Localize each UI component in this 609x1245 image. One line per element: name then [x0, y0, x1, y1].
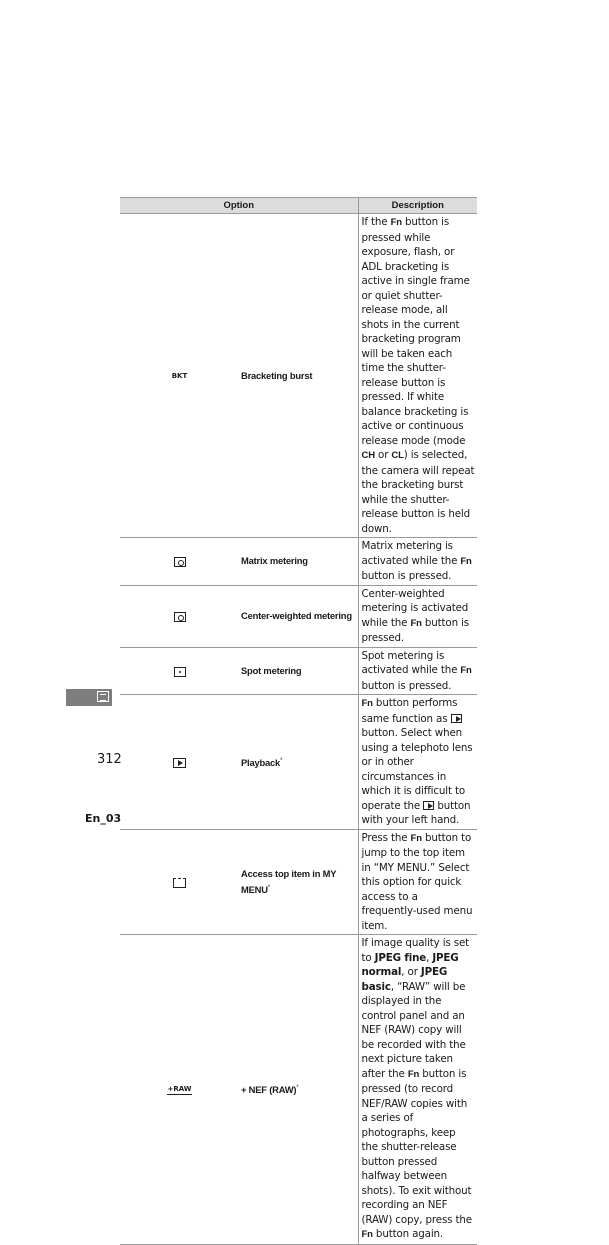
description-text: , “RAW” will be displayed in the control panel and an NEF (RAW) copy will be recorded with the next picture taken after the	[361, 980, 466, 1080]
description-text: button with your left hand.	[361, 799, 471, 826]
fn-label: Fn	[460, 665, 472, 676]
fn-label: Fn	[361, 698, 373, 709]
option-name	[239, 829, 358, 935]
description-text: button again.	[372, 1228, 444, 1240]
bold-term: JPEG basic	[361, 966, 448, 993]
fn-label: Fn	[460, 555, 472, 567]
matrix-metering-icon	[174, 557, 186, 567]
description-text: If image quality is set to	[361, 937, 470, 964]
option-description	[358, 695, 477, 830]
description-header: Description	[358, 198, 477, 214]
fn-label: Fn	[407, 1068, 420, 1080]
table-row	[120, 829, 477, 935]
options-table	[120, 197, 477, 1245]
center-weighted-metering-icon	[174, 612, 186, 622]
description-text: If the	[361, 216, 391, 228]
table-row	[120, 935, 477, 1245]
page-number: 312	[97, 752, 122, 767]
fn-label: Fn	[361, 1229, 373, 1240]
bold-term: JPEG normal	[361, 951, 459, 978]
fn-label: Fn	[410, 832, 422, 844]
option-label: Bracketing burst	[241, 369, 313, 381]
option-label: + NEF (RAW)	[241, 1084, 297, 1096]
fn-label: CH	[361, 450, 375, 461]
option-label: Center-weighted metering	[241, 610, 352, 621]
table-row	[120, 695, 477, 830]
option-icon-cell	[120, 647, 239, 695]
description-text: button is pressed while exposure, flash, or ADL bracketing is active in single frame or quiet shutter-release mode, all shots in the current bracketing program will be taken each time the shutter-release button is pressed. If white balance bracketing is active or continuous release mode (mode	[361, 216, 470, 447]
description-text: Center-weighted metering is activated while the	[361, 587, 469, 629]
description-text: , or	[401, 966, 421, 978]
option-label: Matrix metering	[241, 555, 308, 567]
table-row	[120, 647, 477, 695]
table-row	[120, 214, 477, 538]
description-text: button is pressed.	[361, 616, 469, 644]
option-icon-cell	[120, 695, 239, 830]
option-name	[239, 695, 358, 830]
footnote-asterisk: *	[280, 757, 283, 764]
description-text: button is pressed (to record NEF/RAW copies with a series of photographs, keep the shutter-release button pressed halfway between shots). To exit without recording an NEF (RAW) copy, press the	[361, 1067, 472, 1226]
fn-label: CL	[391, 450, 404, 461]
footnote-asterisk: *	[267, 884, 270, 891]
description-text: or	[374, 449, 392, 461]
playback-icon	[173, 758, 186, 768]
option-name	[239, 935, 358, 1245]
option-description	[358, 214, 477, 538]
menu-list-icon	[97, 691, 109, 702]
table-row	[120, 585, 477, 647]
bracketing-icon: BKT	[171, 372, 188, 380]
description-text: button. Select when using a telephoto lens or in other circumstances in which it is difficult to operate the	[361, 727, 473, 812]
option-header: Option	[120, 198, 358, 214]
my-menu-icon	[173, 878, 186, 888]
fn-label: Fn	[390, 217, 402, 228]
option-name	[239, 585, 358, 647]
option-name	[239, 214, 358, 538]
option-icon-cell	[120, 935, 239, 1245]
description-text: button is pressed.	[361, 679, 452, 692]
option-icon-cell	[120, 214, 239, 538]
description-text: Spot metering is activated while the	[361, 649, 461, 676]
footnote-asterisk: *	[296, 1085, 299, 1092]
option-icon-cell	[120, 585, 239, 647]
bold-term: JPEG fine	[374, 951, 427, 964]
fn-label: Fn	[410, 617, 422, 629]
playback-button-icon	[423, 801, 434, 810]
option-description	[358, 647, 477, 695]
option-name	[239, 647, 358, 695]
table-header-row	[120, 198, 477, 214]
option-icon-cell	[120, 829, 239, 935]
description-text: ,	[426, 951, 433, 964]
option-description	[358, 538, 477, 586]
description-text: Press the	[361, 831, 411, 844]
footer-code: En_03	[85, 812, 122, 825]
description-text: ) is selected, the camera will repeat the bracketing burst while the shutter-release button is held down.	[361, 449, 475, 535]
option-label: Spot metering	[241, 664, 302, 676]
nef-raw-icon: +RAW	[167, 1085, 192, 1094]
description-text: button performs same function as	[361, 697, 458, 725]
option-description	[358, 585, 477, 647]
description-text: button to jump to the top item in “MY MENU.” Select this option for quick access to a frequently-used menu item.	[361, 831, 473, 932]
description-text: Matrix metering is activated while the	[361, 540, 461, 567]
option-label: Access top item in MY MENU	[241, 867, 337, 895]
spot-metering-icon	[174, 667, 186, 677]
table-row	[120, 538, 477, 586]
section-tab	[66, 689, 112, 706]
option-description	[358, 829, 477, 935]
option-icon-cell	[120, 538, 239, 586]
description-text: button is pressed.	[361, 570, 452, 582]
option-label: Playback	[241, 756, 281, 768]
option-name	[239, 538, 358, 586]
option-description	[358, 935, 477, 1245]
playback-button-icon	[451, 714, 462, 723]
